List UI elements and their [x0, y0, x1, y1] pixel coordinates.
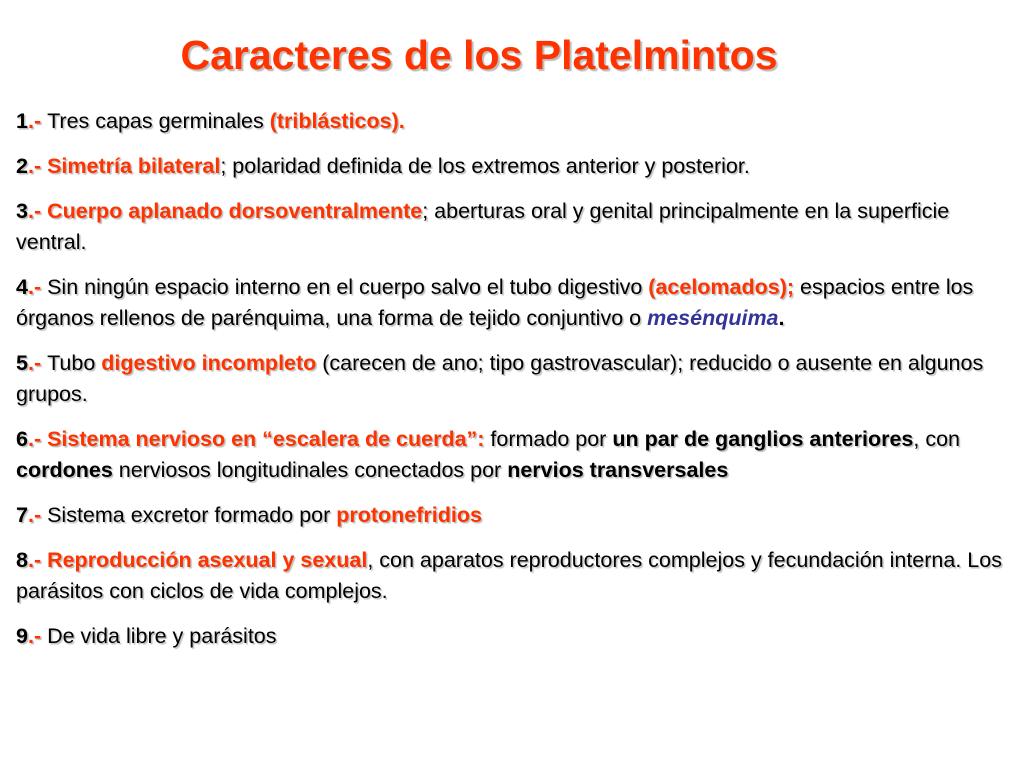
item-text: , con aparatos reproductores complejos y fecundación interna. Los parásitos con ciclos de vida complejos.: [16, 548, 1002, 603]
item-text: Tubo: [47, 351, 102, 375]
item-text: formado por: [484, 427, 613, 451]
highlight-term: Simetría bilateral: [47, 154, 221, 178]
bold-term: cordones: [16, 458, 113, 482]
item-separator: .-: [27, 624, 48, 648]
item-separator: .-: [27, 548, 48, 572]
list-item-7: [16, 500, 1010, 531]
item-separator: .-: [27, 154, 48, 178]
item-number: 1: [16, 109, 28, 133]
highlight-term: digestivo incompleto: [101, 351, 317, 375]
item-text: espacios entre los órganos rellenos de parénquima, una forma de tejido conjuntivo o: [16, 275, 974, 330]
item-number: 7: [16, 503, 28, 527]
list-item-1: [16, 106, 1010, 137]
list-item-9: [16, 621, 1010, 652]
item-number: 2: [16, 154, 28, 178]
list-item-6: [16, 424, 1010, 486]
item-separator: .-: [27, 427, 48, 451]
list-item-8: [16, 545, 1010, 607]
item-text: , con: [913, 427, 961, 451]
item-text: (carecen de ano; tipo gastrovascular); reducido o ausente en algunos grupos.: [16, 351, 984, 406]
item-separator: .-: [27, 503, 48, 527]
item-number: 9: [16, 624, 28, 648]
item-text: .: [778, 306, 785, 330]
item-separator: .-: [27, 275, 48, 299]
item-text: Tres capas germinales: [47, 109, 270, 133]
item-text: Sin ningún espacio interno en el cuerpo salvo el tubo digestivo: [47, 275, 649, 299]
list-item-4: [16, 272, 1010, 334]
slide-title: Caracteres de los Platelmintos: [180, 32, 778, 78]
item-text: nerviosos longitudinales conectados por: [112, 458, 508, 482]
list-item-3: [16, 196, 1010, 258]
item-text: De vida libre y parásitos: [47, 624, 277, 648]
item-text: ; aberturas oral y genital principalmente en la superficie ventral.: [16, 199, 950, 254]
item-text: ; polaridad definida de los extremos anterior y posterior.: [220, 154, 750, 178]
highlight-term: protonefridios: [336, 503, 482, 527]
bold-term: nervios transversales: [507, 458, 729, 482]
list-item-5: [16, 348, 1010, 410]
item-number: 3: [16, 199, 28, 223]
highlight-term: Sistema nervioso en “escalera de cuerda”:: [47, 427, 485, 451]
item-number: 5: [16, 351, 28, 375]
highlight-term: (triblásticos): [269, 109, 399, 133]
item-separator: .-: [27, 351, 48, 375]
highlight-term-italic: mesénquima: [647, 306, 779, 330]
list-item-2: [16, 151, 1010, 182]
highlight-term: Reproducción asexual y sexual: [47, 548, 368, 572]
highlight-term: (acelomados);: [648, 275, 795, 299]
characteristics-list: [16, 106, 1010, 666]
item-number: 8: [16, 548, 28, 572]
item-number: 4: [16, 275, 28, 299]
bold-term: un par de ganglios anteriores: [612, 427, 914, 451]
highlight-term: Cuerpo aplanado dorsoventralmente: [47, 199, 423, 223]
item-text: Sistema excretor formado por: [47, 503, 337, 527]
item-separator: .-: [27, 109, 48, 133]
item-separator: .-: [27, 199, 48, 223]
item-text: .: [398, 109, 405, 133]
item-number: 6: [16, 427, 28, 451]
